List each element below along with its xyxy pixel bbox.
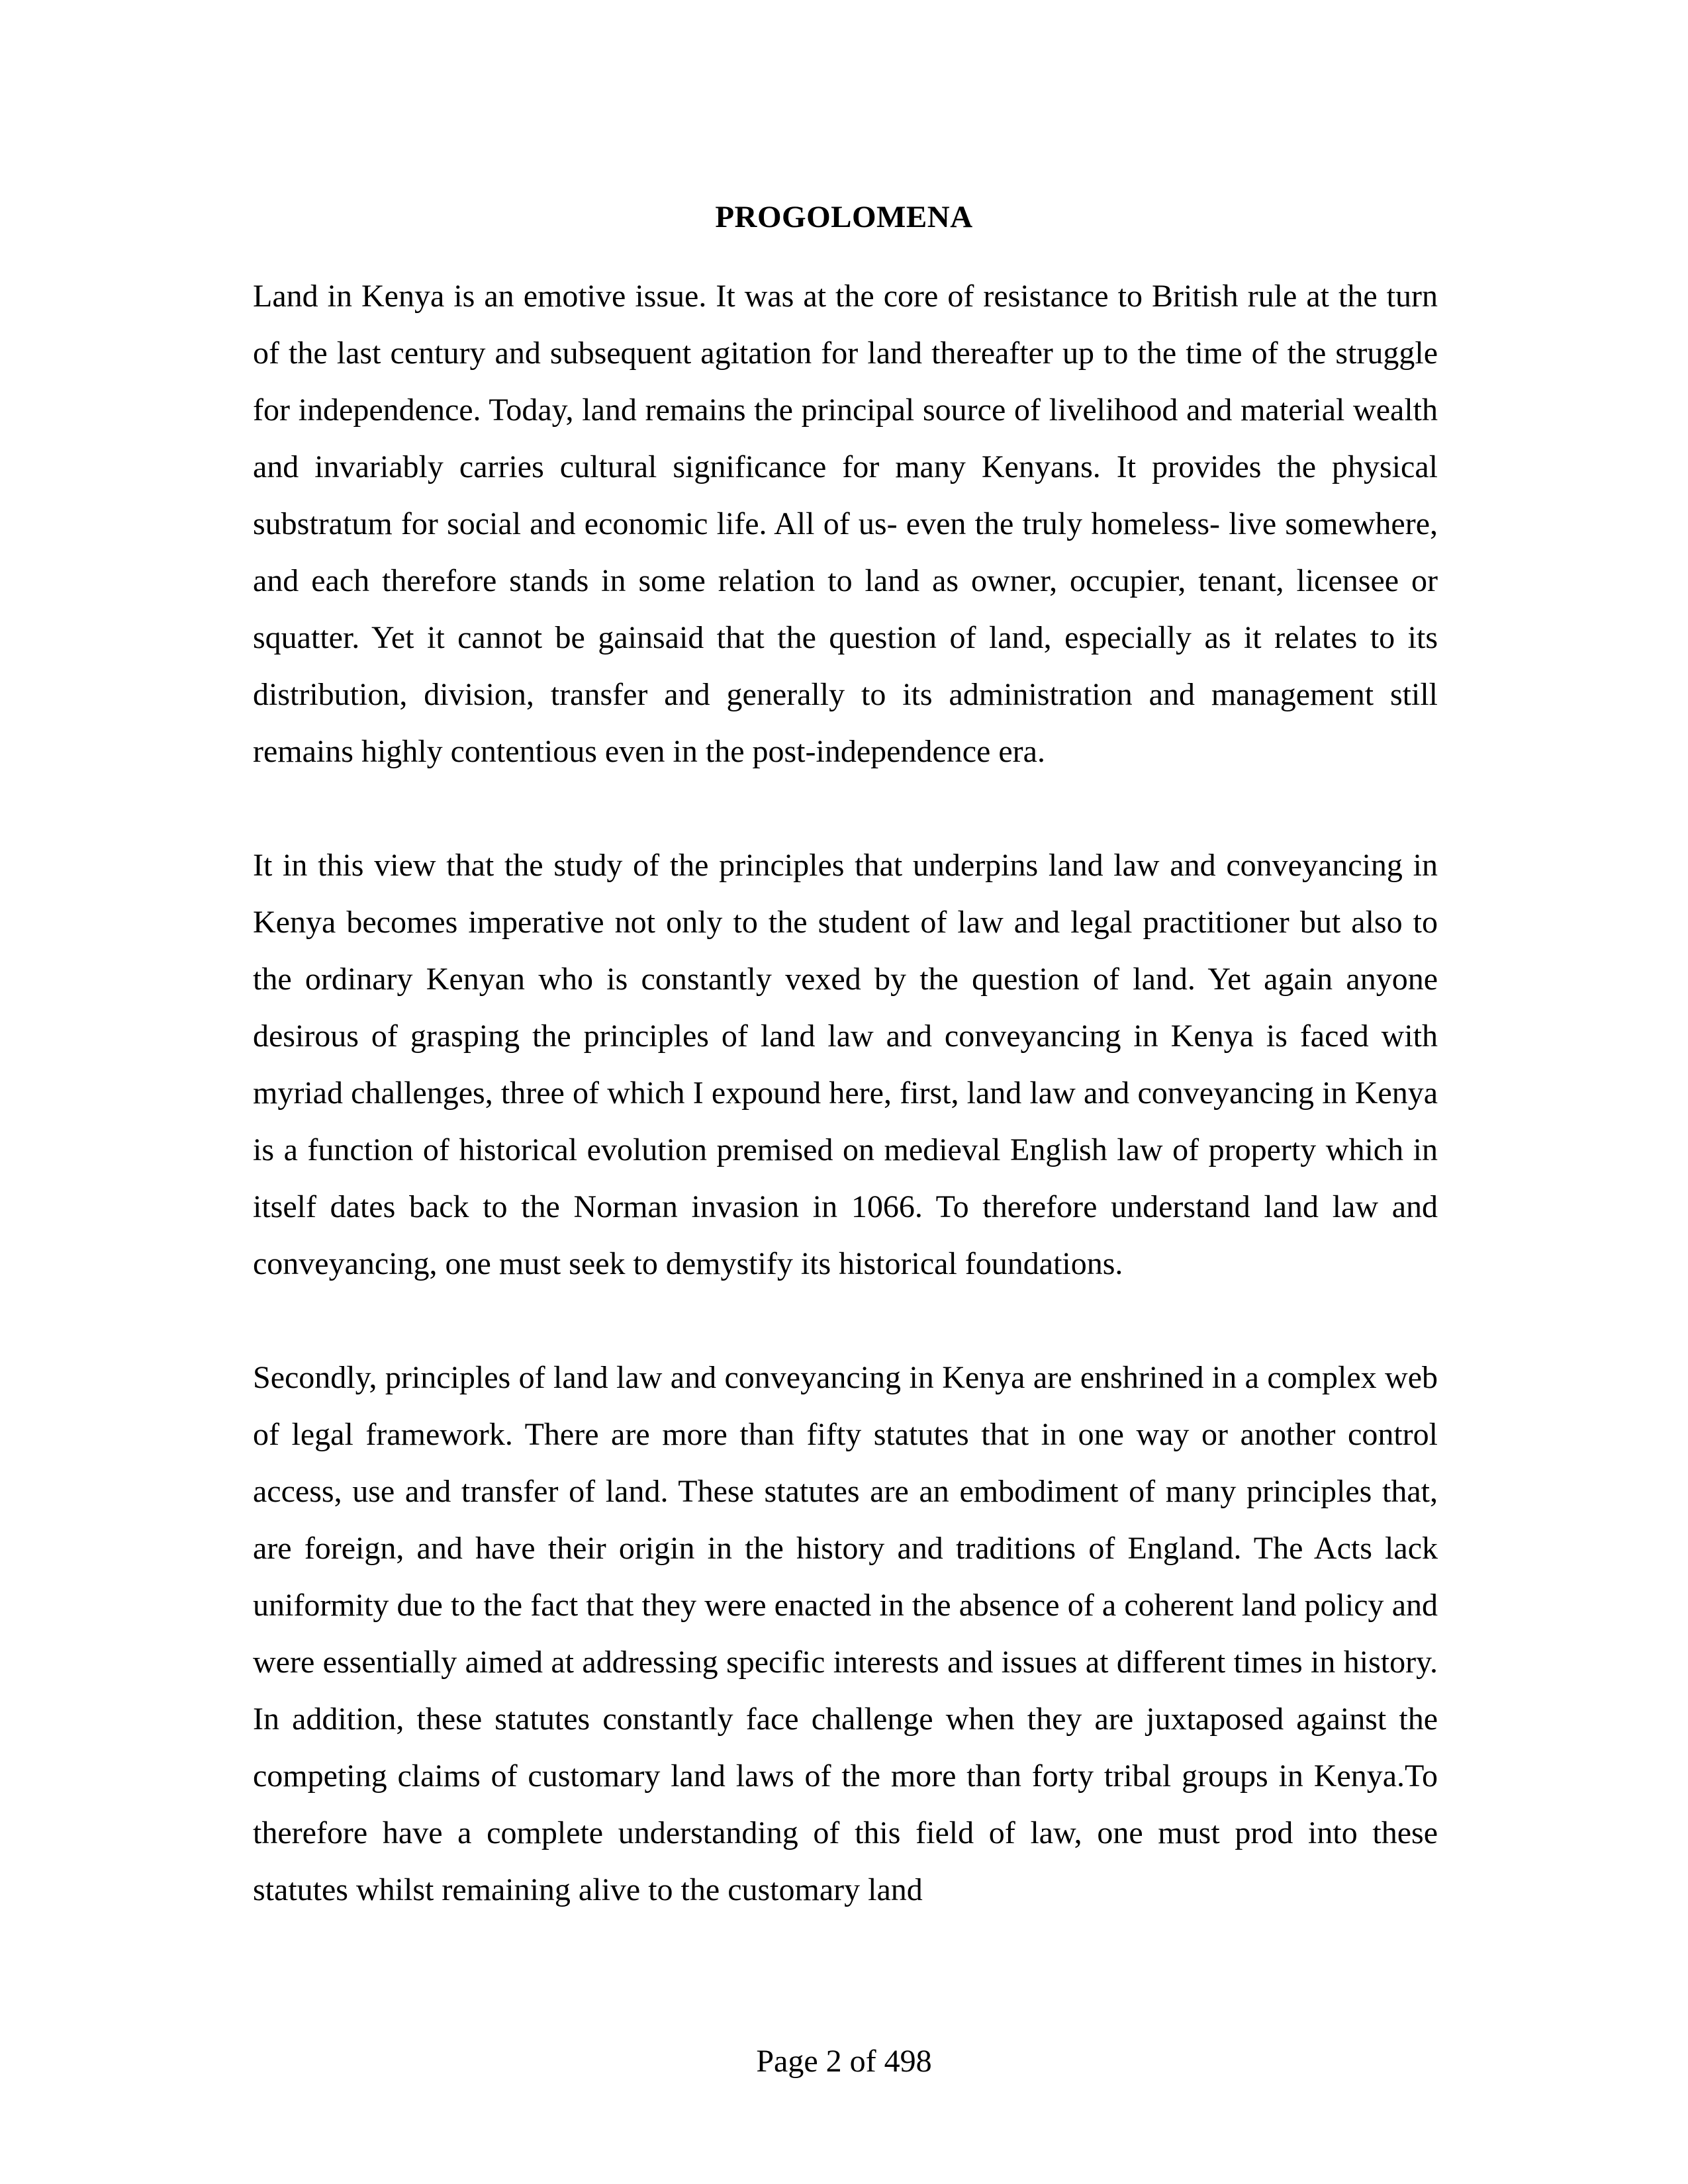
paragraph-3: Secondly, principles of land law and conveyancing in Kenya are enshrined in a complex web of legal framework. There are more than fifty statutes that in one way or another control access, use and transfer of land. These statutes are an embodiment of many principles that, are foreign, and have their origin in the history and traditions of England. The Acts lack uniformity due to the fact that they were enacted in the absence of a coherent land policy and were essentially aimed at addressing specific interests and issues at different times in history. In addition, these statutes constantly face challenge when they are juxtaposed against the competing claims of customary land laws of the more than forty tribal groups in Kenya.To therefore have a complete understanding of this field of law, one must prod into these statutes whilst remaining alive to the customary land	[253, 1360, 1438, 1907]
page-number-footer: Page 2 of 498	[756, 2044, 932, 2079]
page-title: PROGOLOMENA	[715, 200, 973, 234]
body-text	[253, 268, 1438, 1919]
paragraph-2: It in this view that the study of the principles that underpins land law and conveyancing in Kenya becomes imperative not only to the student of law and legal practitioner but also to the ordinary Kenyan who is constantly vexed by the question of land. Yet again anyone desirous of grasping the principles of land law and conveyancing in Kenya is faced with myriad challenges, three of which I expound here, first, land law and conveyancing in Kenya is a function of historical evolution premised on medieval English law of property which in itself dates back to the Norman invasion in 1066. To therefore understand land law and conveyancing, one must seek to demystify its historical foundations.	[253, 848, 1438, 1281]
paragraph-1: Land in Kenya is an emotive issue. It was at the core of resistance to British rule at the turn of the last century and subsequent agitation for land thereafter up to the time of the struggle for independence. Today, land remains the principal source of livelihood and material wealth and invariably carries cultural significance for many Kenyans. It provides the physical substratum for social and economic life. All of us- even the truly homeless- live somewhere, and each therefore stands in some relation to land as owner, occupier, tenant, licensee or squatter. Yet it cannot be gainsaid that the question of land, especially as it relates to its distribution, division, transfer and generally to its administration and management still remains highly contentious even in the post-independence era.	[253, 279, 1438, 769]
